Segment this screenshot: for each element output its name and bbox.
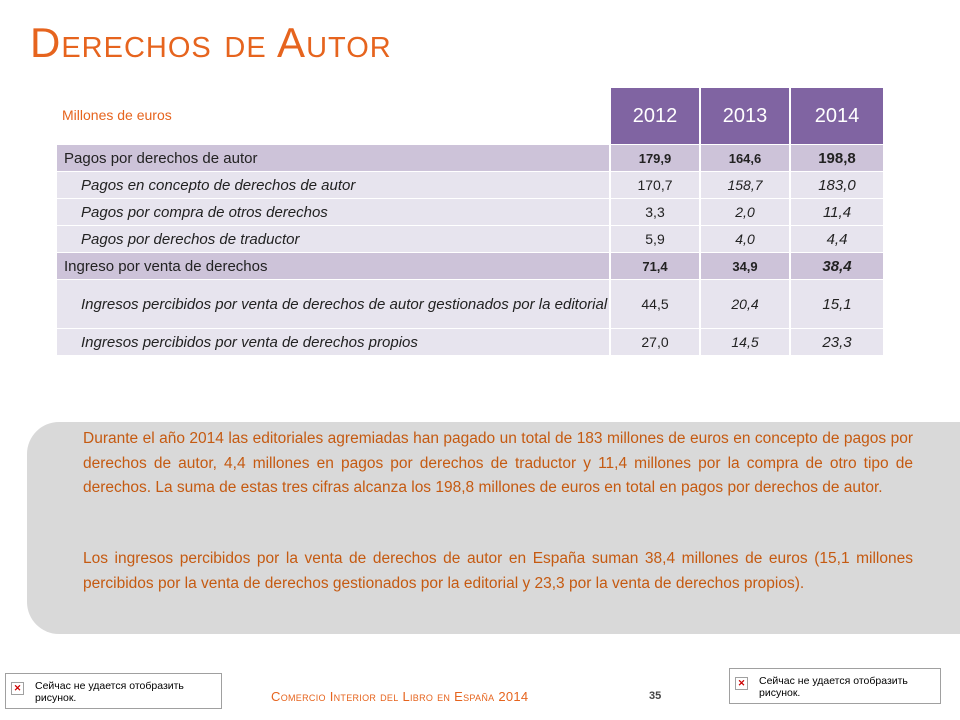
value-2012: 44,5	[610, 280, 700, 329]
placeholder-text: Сейчас не удается отобразить рисунок.	[35, 680, 184, 704]
value-2013: 20,4	[700, 280, 790, 329]
value-2012: 170,7	[610, 172, 700, 199]
broken-image-icon: ✕	[11, 682, 24, 695]
image-placeholder	[729, 668, 941, 704]
value-2014: 198,8	[790, 145, 883, 172]
table-row	[57, 226, 883, 253]
value-2014: 4,4	[790, 226, 883, 253]
value-2012: 3,3	[610, 199, 700, 226]
footer-text: Comercio Interior del Libro en España 2014	[271, 689, 529, 704]
header-row	[57, 88, 883, 145]
value-2014: 15,1	[790, 280, 883, 329]
table-row	[57, 199, 883, 226]
table-row	[57, 253, 883, 280]
header-2013: 2013	[700, 88, 790, 145]
table-row	[57, 280, 883, 329]
row-label: Ingresos percibidos por venta de derechos propios	[57, 329, 610, 356]
row-label: Pagos por derechos de autor	[57, 145, 610, 172]
value-2014: 38,4	[790, 253, 883, 280]
value-2012: 179,9	[610, 145, 700, 172]
value-2013: 4,0	[700, 226, 790, 253]
table-row	[57, 172, 883, 199]
page-title: Derechos de Autor	[30, 19, 392, 66]
value-2013: 2,0	[700, 199, 790, 226]
value-2012: 27,0	[610, 329, 700, 356]
rights-table	[57, 88, 883, 355]
summary-paragraph-1: Durante el año 2014 las editoriales agremiadas han pagado un total de 183 millones de euros en concepto de pagos por derechos de autor, 4,4 millones en pagos por derechos de traductor y 11,4 millones por la compra de otro tipo de derechos. La suma de estas tres cifras alcanza los 198,8 millones de euros en total en pagos por derechos de autor.	[83, 430, 913, 496]
placeholder-text: Сейчас не удается отобразить рисунок.	[759, 675, 908, 699]
image-placeholder	[5, 673, 222, 709]
value-2012: 71,4	[610, 253, 700, 280]
row-label: Pagos en concepto de derechos de autor	[57, 172, 610, 199]
value-2014: 11,4	[790, 199, 883, 226]
table-row	[57, 145, 883, 172]
row-label: Pagos por compra de otros derechos	[57, 199, 610, 226]
page-number: 35	[649, 690, 662, 702]
summary-paragraph-2: Los ingresos percibidos por la venta de derechos de autor en España suman 38,4 millones de euros (15,1 millones percibidos por la venta de derechos gestionados por la editorial y 23,3 por la venta de derechos propios).	[83, 550, 913, 592]
header-2014: 2014	[790, 88, 883, 145]
value-2013: 158,7	[700, 172, 790, 199]
header-2012: 2012	[610, 88, 700, 145]
value-2013: 14,5	[700, 329, 790, 356]
units-label: Millones de euros	[62, 107, 172, 123]
row-label: Ingresos percibidos por venta de derechos de autor gestionados por la editorial	[57, 280, 610, 329]
broken-image-icon: ✕	[735, 677, 748, 690]
summary-panel	[27, 422, 960, 634]
row-label: Pagos por derechos de traductor	[57, 226, 610, 253]
value-2014: 183,0	[790, 172, 883, 199]
value-2013: 164,6	[700, 145, 790, 172]
value-2013: 34,9	[700, 253, 790, 280]
header-blank	[57, 88, 610, 145]
value-2012: 5,9	[610, 226, 700, 253]
row-label: Ingreso por venta de derechos	[57, 253, 610, 280]
table-row	[57, 329, 883, 356]
value-2014: 23,3	[790, 329, 883, 356]
